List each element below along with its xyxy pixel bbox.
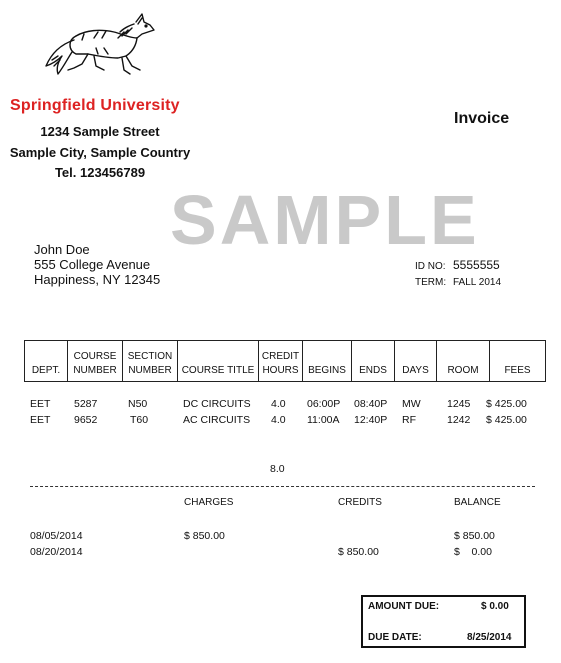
id-label: ID NO: xyxy=(415,261,446,272)
term-value: FALL 2014 xyxy=(453,277,502,288)
document-title: Invoice xyxy=(454,110,510,127)
col-begins: BEGINS xyxy=(303,341,352,382)
id-value: 5555555 xyxy=(453,258,500,272)
term-label: TERM: xyxy=(415,277,447,288)
row-ends: 12:40P xyxy=(354,414,388,426)
row-hours: 4.0 xyxy=(271,398,286,410)
balance-header: BALANCE xyxy=(454,497,501,508)
row-begins: 11:00A xyxy=(307,414,340,426)
customer-city: Happiness, NY 12345 xyxy=(34,272,161,287)
table-row xyxy=(0,398,561,412)
credits-header: CREDITS xyxy=(338,497,382,508)
university-address-line2: Sample City, Sample Country xyxy=(9,145,191,160)
customer-street: 555 College Avenue xyxy=(34,257,151,272)
university-phone: Tel. 123456789 xyxy=(54,165,146,180)
divider xyxy=(30,486,535,487)
col-room: ROOM xyxy=(437,341,490,382)
col-credit-hours: CREDIT HOURS xyxy=(259,341,303,382)
col-dept: DEPT. xyxy=(25,341,68,382)
row-ends: 08:40P xyxy=(354,398,388,410)
customer-name: John Doe xyxy=(34,242,90,257)
col-course-number: COURSE NUMBER xyxy=(68,341,123,382)
sample-watermark: SAMPLE xyxy=(170,181,480,259)
col-section-number: SECTION NUMBER xyxy=(123,341,178,382)
row-fees: $ 425.00 xyxy=(486,414,527,426)
amount-due-value: $ 0.00 xyxy=(481,601,509,612)
row-title: AC CIRCUITS xyxy=(183,414,251,426)
row-course: 9652 xyxy=(74,414,98,426)
row-fees: $ 425.00 xyxy=(486,398,527,410)
table-row xyxy=(0,414,561,428)
col-course-title: COURSE TITLE xyxy=(178,341,259,382)
row-section: T60 xyxy=(130,414,149,426)
university-name: Springfield University xyxy=(10,97,180,114)
due-date-label: DUE DATE: xyxy=(368,632,422,643)
ledger-date: 08/20/2014 xyxy=(30,546,83,558)
due-date-value: 8/25/2014 xyxy=(467,632,512,643)
row-dept: EET xyxy=(30,398,51,410)
row-dept: EET xyxy=(30,414,51,426)
row-room: 1242 xyxy=(447,414,471,426)
amount-due-label: AMOUNT DUE: xyxy=(368,601,440,612)
ledger-credits: $ 850.00 xyxy=(338,546,379,558)
charges-header: CHARGES xyxy=(184,497,234,508)
university-address-line1: 1234 Sample Street xyxy=(40,124,160,139)
col-fees: FEES xyxy=(490,341,546,382)
row-room: 1245 xyxy=(447,398,471,410)
row-section: N50 xyxy=(128,398,148,410)
course-table-header xyxy=(24,340,546,382)
col-ends: ENDS xyxy=(352,341,395,382)
col-days: DAYS xyxy=(395,341,437,382)
row-begins: 06:00P xyxy=(307,398,341,410)
ledger-balance: $ 850.00 xyxy=(454,530,495,542)
amount-due-box xyxy=(361,595,526,648)
university-logo-wolf-icon xyxy=(38,8,158,86)
ledger-balance: $ 0.00 xyxy=(454,546,492,558)
ledger-date: 08/05/2014 xyxy=(30,530,83,542)
ledger-charges: $ 850.00 xyxy=(184,530,225,542)
row-days: MW xyxy=(402,398,421,410)
row-course: 5287 xyxy=(74,398,98,410)
row-days: RF xyxy=(402,414,416,426)
row-title: DC CIRCUITS xyxy=(183,398,251,410)
row-hours: 4.0 xyxy=(271,414,286,426)
total-credit-hours: 8.0 xyxy=(270,463,285,475)
